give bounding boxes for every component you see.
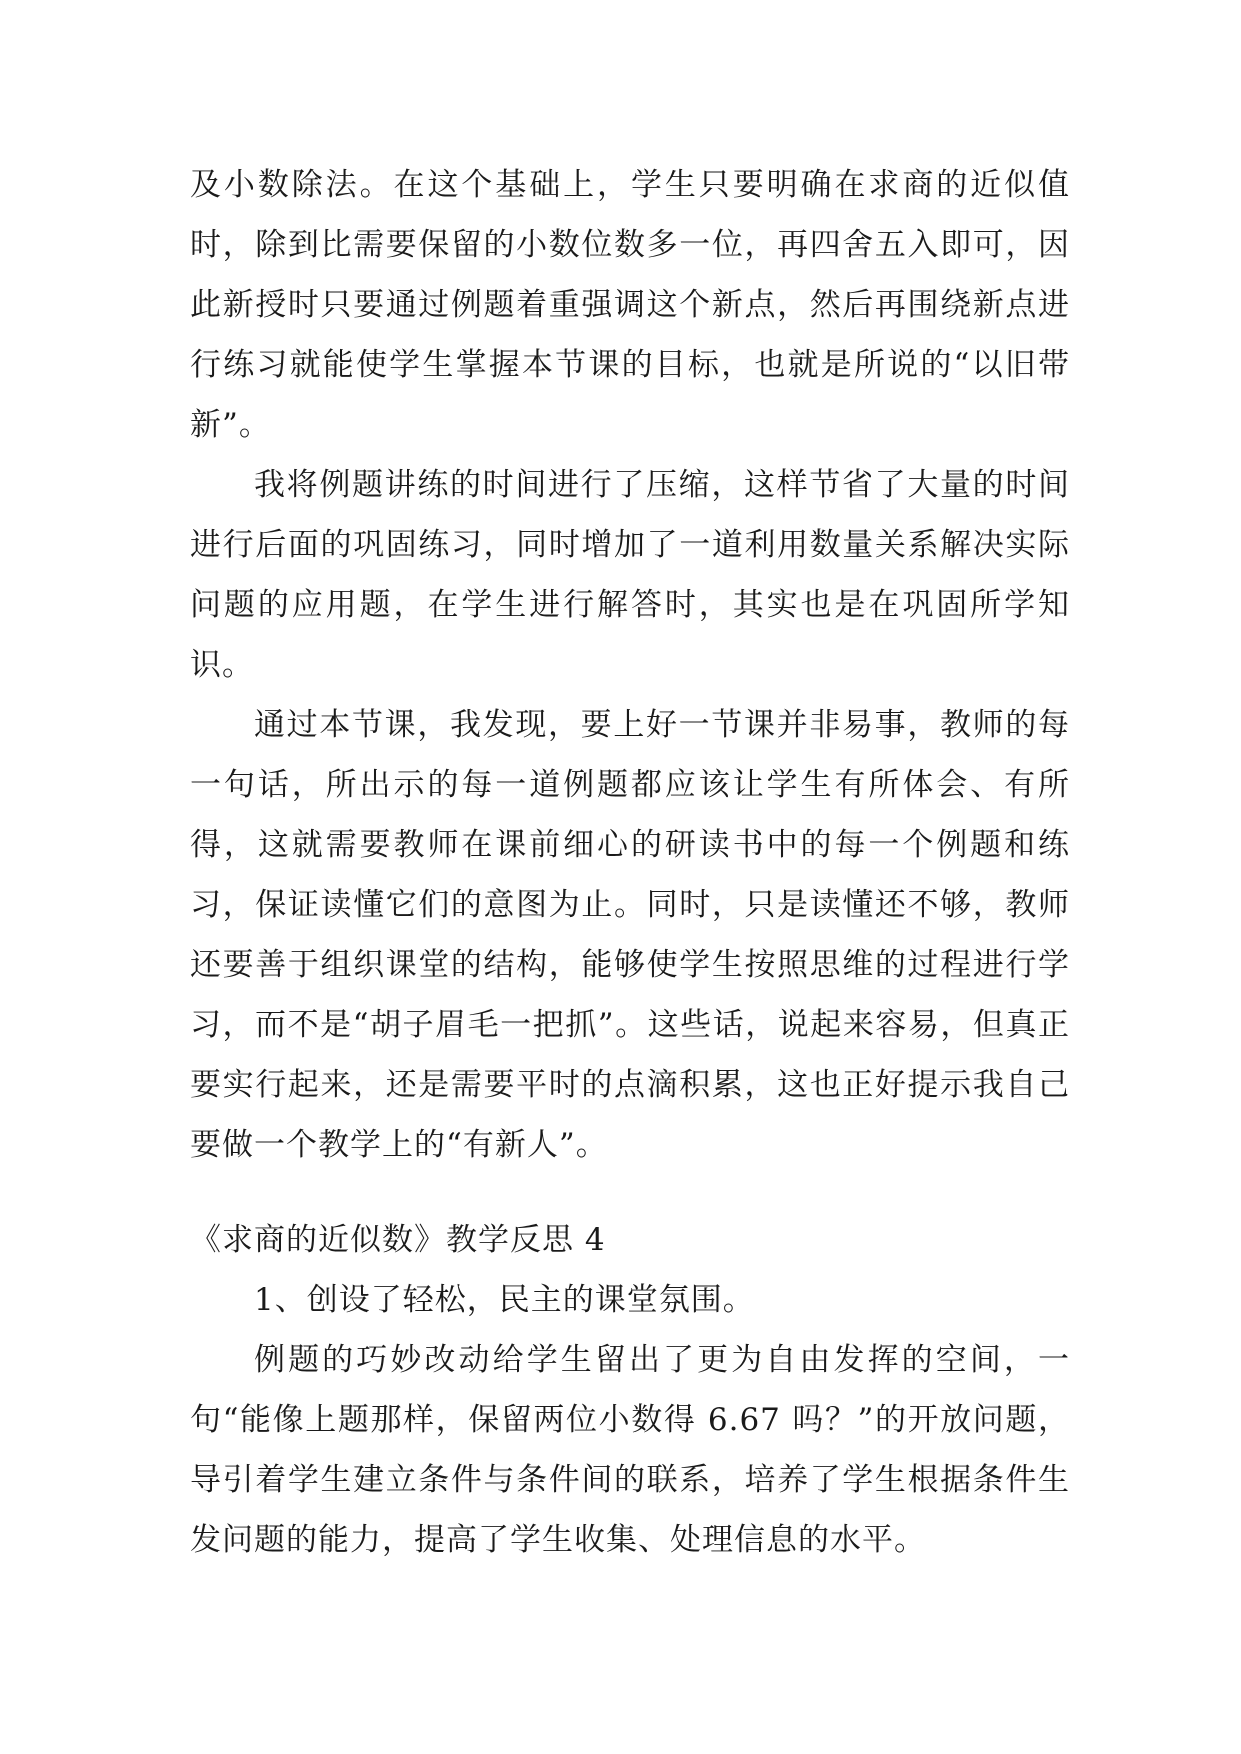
section-4 — [190, 1210, 1070, 1570]
section-title: 《求商的近似数》教学反思 4 — [190, 1222, 606, 1258]
body-text-top — [190, 155, 1070, 1175]
paragraph-continuation: 及小数除法。在这个基础上，学生只要明确在求商的近似值时，除到比需要保留的小数位数多一位，再四舍五入即可，因此新授时只要通过例题着重强调这个新点，然后再围绕新点进行练习就能使学生掌握本节课的目标，也就是所说的“以旧带新”。 — [190, 167, 1070, 443]
section-point-1: 1、创设了轻松，民主的课堂氛围。 — [254, 1282, 755, 1318]
paragraph: 例题的巧妙改动给学生留出了更为自由发挥的空间，一句“能像上题那样，保留两位小数得 6.67 吗？”的开放问题，导引着学生建立条件与条件间的联系，培养了学生根据条件生发问题的能力，提高了学生收集、处理信息的水平。 — [190, 1342, 1070, 1558]
paragraph: 我将例题讲练的时间进行了压缩，这样节省了大量的时间进行后面的巩固练习，同时增加了一道利用数量关系解决实际问题的应用题，在学生进行解答时，其实也是在巩固所学知识。 — [190, 467, 1070, 683]
paragraph: 通过本节课，我发现，要上好一节课并非易事，教师的每一句话，所出示的每一道例题都应该让学生有所体会、有所得，这就需要教师在课前细心的研读书中的每一个例题和练习，保证读懂它们的意图为止。同时，只是读懂还不够，教师还要善于组织课堂的结构，能够使学生按照思维的过程进行学习，而不是“胡子眉毛一把抓”。这些话，说起来容易，但真正要实行起来，还是需要平时的点滴积累，这也正好提示我自己要做一个教学上的“有新人”。 — [190, 707, 1070, 1163]
